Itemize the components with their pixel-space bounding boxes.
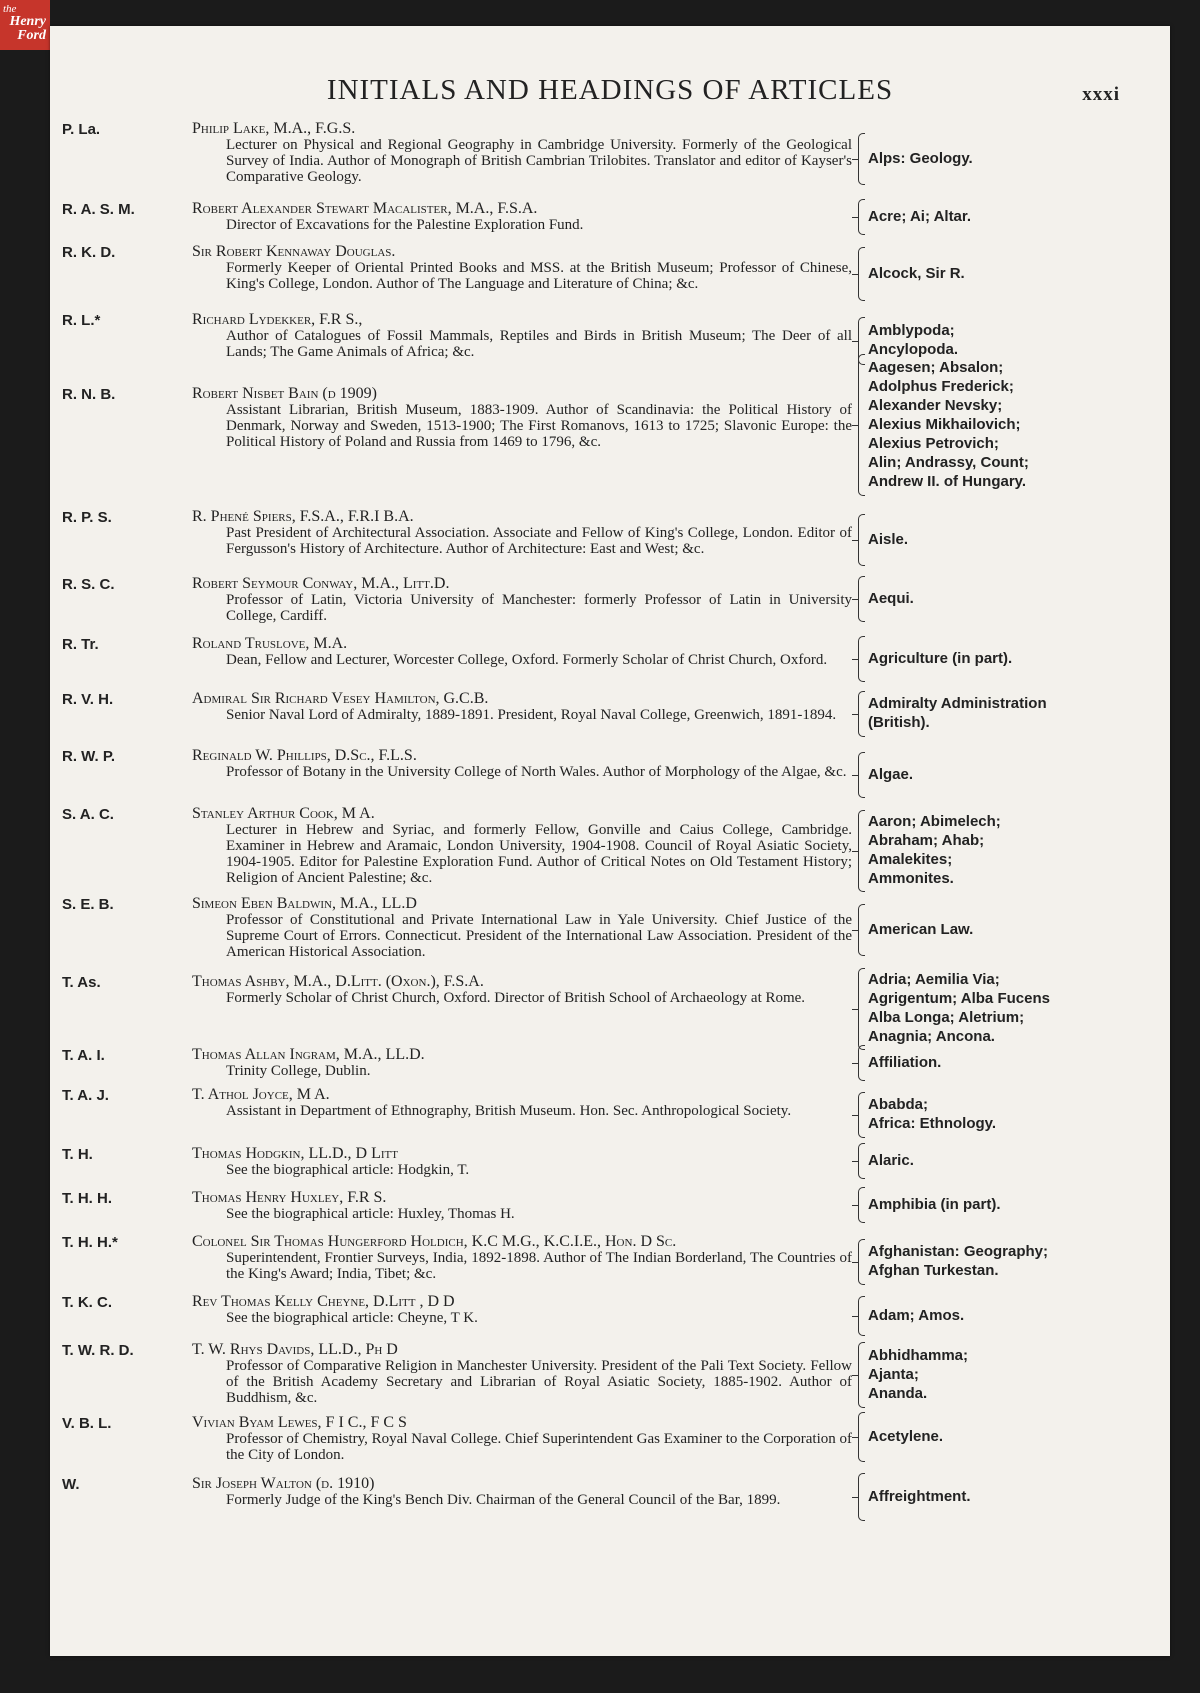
contributor-initials: R. L.* bbox=[62, 312, 101, 329]
contributor-description: Formerly Judge of the King's Bench Div. Chairman of the General Council of the Bar, 1899. bbox=[226, 1492, 781, 1508]
article-headings bbox=[868, 1053, 1168, 1072]
article-heading: Afghan Turkestan. bbox=[868, 1262, 999, 1279]
contributor-info bbox=[192, 806, 852, 886]
contributor-initials: T. As. bbox=[62, 974, 101, 991]
contributor-name: T. W. Rhys Davids, LL.D., Ph D bbox=[192, 1341, 398, 1358]
brace-icon bbox=[858, 354, 865, 496]
contributor-entry bbox=[50, 1476, 1170, 1521]
contributor-name: Vivian Byam Lewes, F I C., F C S bbox=[192, 1414, 407, 1431]
article-heading: Amalekites; bbox=[868, 851, 953, 868]
article-headings bbox=[868, 694, 1168, 732]
contributor-entry bbox=[50, 1234, 1170, 1284]
brace-icon bbox=[858, 1473, 865, 1521]
contributor-description: Formerly Keeper of Oriental Printed Books and MSS. at the British Museum; Professor of Chinese, King's College, London. Author of The Language and Literature of China; &c. bbox=[226, 260, 852, 292]
brace-icon bbox=[858, 904, 865, 956]
brace-icon bbox=[858, 1239, 865, 1285]
article-headings bbox=[868, 207, 1168, 226]
contributor-description: Formerly Scholar of Christ Church, Oxford. Director of British School of Archaeology at Rome. bbox=[226, 990, 806, 1006]
article-heading: Africa: Ethnology. bbox=[868, 1115, 997, 1132]
article-headings bbox=[868, 649, 1168, 668]
contributor-initials: V. B. L. bbox=[62, 1415, 112, 1432]
contributor-info bbox=[192, 1190, 852, 1222]
contributor-initials: R. P. S. bbox=[62, 509, 112, 526]
contributor-initials: T. A. I. bbox=[62, 1047, 105, 1064]
brace-icon bbox=[858, 968, 865, 1050]
contributor-entry bbox=[50, 971, 1170, 1045]
article-heading: Ancylopoda. bbox=[868, 341, 959, 358]
brace-icon bbox=[858, 1143, 865, 1179]
brace-icon bbox=[858, 1412, 865, 1462]
contributor-info bbox=[192, 121, 852, 185]
contributor-initials: R. N. B. bbox=[62, 386, 116, 403]
contributor-name: Thomas Ashby, M.A., D.Litt. (Oxon.), F.S.A. bbox=[192, 973, 484, 990]
contributor-description: See the biographical article: Huxley, Thomas H. bbox=[226, 1206, 515, 1222]
contributor-info bbox=[192, 896, 852, 960]
contributor-entry bbox=[50, 806, 1170, 886]
page-number: xxxi bbox=[1082, 84, 1120, 105]
contributor-description: See the biographical article: Cheyne, T K. bbox=[226, 1310, 478, 1326]
contributor-info bbox=[192, 691, 852, 723]
contributor-initials: R. A. S. M. bbox=[62, 201, 135, 218]
article-heading: Adolphus Frederick; bbox=[868, 377, 1014, 395]
article-headings bbox=[868, 920, 1168, 939]
article-heading: Agriculture (in part). bbox=[868, 649, 1013, 667]
contributor-info bbox=[192, 1342, 852, 1406]
contributor-entry bbox=[50, 1294, 1170, 1324]
contributor-name: Roland Truslove, M.A. bbox=[192, 635, 348, 652]
contributor-name: Sir Robert Kennaway Douglas. bbox=[192, 243, 396, 260]
brace-icon bbox=[858, 691, 865, 737]
brace-icon bbox=[858, 199, 865, 235]
contributor-entry bbox=[50, 691, 1170, 741]
article-heading: Afghanistan: Geography; bbox=[868, 1243, 1049, 1260]
article-heading: Alcock, Sir R. bbox=[868, 264, 965, 282]
contributor-name: Thomas Allan Ingram, M.A., LL.D. bbox=[192, 1046, 425, 1063]
contributor-initials: T. H. bbox=[62, 1146, 93, 1163]
contributor-info bbox=[192, 1294, 852, 1326]
contributor-name: Robert Nisbet Bain (d 1909) bbox=[192, 385, 378, 402]
contributor-name: Sir Joseph Walton (d. 1910) bbox=[192, 1475, 375, 1492]
article-heading: Aisle. bbox=[868, 530, 909, 548]
contributor-initials: S. A. C. bbox=[62, 806, 114, 823]
article-headings bbox=[868, 1195, 1168, 1214]
contributor-name: Robert Alexander Stewart Macalister, M.A., F.S.A. bbox=[192, 200, 538, 217]
contributor-description: Author of Catalogues of Fossil Mammals, Reptiles and Birds in British Museum; The Deer of all Lands; The Game Animals of Africa; &c. bbox=[226, 328, 852, 360]
article-heading: Affiliation. bbox=[868, 1053, 942, 1071]
contributor-info bbox=[192, 1415, 852, 1463]
article-heading: American Law. bbox=[868, 920, 974, 938]
article-heading: Alaric. bbox=[868, 1151, 914, 1169]
article-headings bbox=[868, 1306, 1168, 1325]
contributor-description: Trinity College, Dublin. bbox=[226, 1063, 371, 1079]
contributor-entry bbox=[50, 244, 1170, 299]
article-heading: Alin; Andrassy, Count; bbox=[868, 453, 1029, 471]
contributor-name: Philip Lake, M.A., F.G.S. bbox=[192, 120, 356, 137]
contributor-initials: T. K. C. bbox=[62, 1294, 113, 1311]
article-headings bbox=[868, 1487, 1168, 1506]
article-heading: Affreightment. bbox=[868, 1487, 971, 1505]
article-headings bbox=[868, 264, 1168, 283]
contributor-info bbox=[192, 1087, 852, 1119]
article-headings bbox=[868, 812, 1168, 888]
contributor-description: Professor of Botany in the University College of North Wales. Author of Morphology of the Algae, &c. bbox=[226, 764, 847, 780]
contributor-initials: P. La. bbox=[62, 121, 101, 138]
contributor-info bbox=[192, 636, 852, 668]
article-headings bbox=[868, 1427, 1168, 1446]
contributor-info bbox=[192, 974, 852, 1006]
brace-icon bbox=[858, 1342, 865, 1408]
contributor-name: Colonel Sir Thomas Hungerford Holdich, K.C M.G., K.C.I.E., Hon. D Sc. bbox=[192, 1233, 677, 1250]
henry-ford-logo: the Henry Ford bbox=[0, 0, 50, 50]
contributor-name: Stanley Arthur Cook, M A. bbox=[192, 805, 375, 822]
contributor-name: Richard Lydekker, F.R S., bbox=[192, 311, 363, 328]
article-headings bbox=[868, 1151, 1168, 1170]
contributor-entry bbox=[50, 575, 1170, 624]
article-heading: Acetylene. bbox=[868, 1427, 944, 1445]
contributor-initials: T. H. H.* bbox=[62, 1234, 118, 1251]
article-headings bbox=[868, 321, 1168, 359]
contributor-entry bbox=[50, 1415, 1170, 1463]
contributor-description: Past President of Architectural Association. Associate and Fellow of King's College, London. Editor of Fergusson's History of Architecture. Author of Architecture: East and West; &c. bbox=[226, 525, 852, 557]
contributor-entry bbox=[50, 636, 1170, 681]
contributor-initials: W. bbox=[62, 1476, 80, 1493]
contributor-name: Thomas Henry Huxley, F.R S. bbox=[192, 1189, 387, 1206]
contributor-description: Superintendent, Frontier Surveys, India, 1892-1898. Author of The Indian Borderland, The Countries of the King's Award; India, Tibet; &c. bbox=[226, 1250, 852, 1282]
article-heading: Abhidhamma; bbox=[868, 1346, 969, 1364]
book-page bbox=[50, 26, 1170, 1656]
article-headings bbox=[868, 589, 1168, 608]
article-heading: Aaron; Abimelech; bbox=[868, 813, 1001, 830]
article-heading: Amblypoda; bbox=[868, 322, 955, 339]
contributor-info bbox=[192, 1476, 852, 1508]
article-headings bbox=[868, 530, 1168, 549]
contributor-name: R. Phené Spiers, F.S.A., F.R.I B.A. bbox=[192, 508, 414, 525]
brace-icon bbox=[858, 1045, 865, 1081]
contributor-name: Simeon Eben Baldwin, M.A., LL.D bbox=[192, 895, 417, 912]
brace-icon bbox=[858, 247, 865, 301]
article-heading: Alexius Mikhailovich; bbox=[868, 415, 1021, 433]
contributor-info bbox=[192, 1047, 852, 1079]
contributor-initials: T. A. J. bbox=[62, 1087, 109, 1104]
contributor-entry bbox=[50, 896, 1170, 961]
contributor-info bbox=[192, 509, 852, 557]
brace-icon bbox=[858, 636, 865, 682]
contributor-description: Professor of Latin, Victoria University of Manchester: formerly Professor of Latin in University College, Cardiff. bbox=[226, 592, 852, 624]
article-heading: Algae. bbox=[868, 765, 914, 783]
contributor-description: Professor of Comparative Religion in Manchester University. President of the Pali Text Society. Fellow of the British Academy Secretary and Librarian of Royal Asiatic Society, 1885-1902. Author of Buddhism, &c. bbox=[226, 1358, 852, 1406]
contributor-initials: R. W. P. bbox=[62, 748, 116, 765]
contributor-entry bbox=[50, 120, 1170, 185]
contributor-info bbox=[192, 312, 852, 360]
article-heading: Ababda; bbox=[868, 1096, 928, 1113]
contributor-entry bbox=[50, 201, 1170, 231]
contributor-initials: R. S. C. bbox=[62, 576, 115, 593]
contributor-description: Assistant Librarian, British Museum, 1883-1909. Author of Scandinavia: the Political History of Denmark, Norway and Sweden, 1513-1900; The First Romanovs, 1613 to 1725; Slavonic Europe: the Political History of Poland and Russia from 1469 to 1796, &c. bbox=[226, 402, 852, 450]
brace-icon bbox=[858, 810, 865, 892]
article-heading: (British). bbox=[868, 714, 930, 731]
contributor-name: Thomas Hodgkin, LL.D., D Litt bbox=[192, 1145, 398, 1162]
contributor-info bbox=[192, 1234, 852, 1282]
page-header bbox=[50, 74, 1170, 114]
brace-icon bbox=[858, 1187, 865, 1223]
brace-icon bbox=[858, 1092, 865, 1138]
article-heading: Acre; Ai; Altar. bbox=[868, 207, 972, 225]
contributor-initials: R. Tr. bbox=[62, 636, 99, 653]
article-heading: Aequi. bbox=[868, 589, 914, 607]
article-headings bbox=[868, 1346, 1168, 1403]
article-heading: Anagnia; Ancona. bbox=[868, 1028, 995, 1045]
article-heading: Ammonites. bbox=[868, 870, 954, 887]
contributor-description: Assistant in Department of Ethnography, British Museum. Hon. Sec. Anthropological Society. bbox=[226, 1103, 792, 1119]
article-heading: Ajanta; bbox=[868, 1365, 919, 1383]
article-headings bbox=[868, 970, 1168, 1046]
contributor-initials: R. V. H. bbox=[62, 691, 114, 708]
brace-icon bbox=[858, 514, 865, 566]
article-heading: Adria; Aemilia Via; bbox=[868, 971, 1000, 988]
article-heading: Alps: Geology. bbox=[868, 149, 973, 167]
contributor-info bbox=[192, 748, 852, 780]
brace-icon bbox=[858, 752, 865, 798]
article-headings bbox=[868, 358, 1168, 491]
contributor-initials: T. H. H. bbox=[62, 1190, 113, 1207]
contributor-name: Rev Thomas Kelly Cheyne, D.Litt , D D bbox=[192, 1293, 455, 1310]
brace-icon bbox=[858, 133, 865, 185]
article-headings bbox=[868, 1095, 1168, 1133]
contributor-description: Director of Excavations for the Palestine Exploration Fund. bbox=[226, 217, 584, 233]
article-headings bbox=[868, 765, 1168, 784]
contributor-entry bbox=[50, 1342, 1170, 1407]
contributor-name: T. Athol Joyce, M A. bbox=[192, 1086, 330, 1103]
article-heading: Andrew II. of Hungary. bbox=[868, 472, 1027, 490]
article-heading: Aagesen; Absalon; bbox=[868, 358, 1004, 376]
contributor-entry bbox=[50, 1087, 1170, 1132]
contributor-description: Professor of Constitutional and Private International Law in Yale University. Chief Justice of the Supreme Court of Errors. Connecticut. President of the International Law Association. President of the American Historical Association. bbox=[226, 912, 852, 960]
article-heading: Admiralty Administration bbox=[868, 695, 1047, 712]
brace-icon bbox=[858, 1296, 865, 1336]
contributor-entry bbox=[50, 358, 1170, 496]
article-headings bbox=[868, 1242, 1168, 1280]
article-heading: Abraham; Ahab; bbox=[868, 832, 985, 849]
contributor-initials: R. K. D. bbox=[62, 244, 116, 261]
brace-icon bbox=[858, 576, 865, 622]
article-headings bbox=[868, 149, 1168, 168]
article-heading: Alba Longa; Aletrium; bbox=[868, 1009, 1025, 1026]
contributor-info bbox=[192, 1146, 852, 1178]
contributor-info bbox=[192, 386, 852, 450]
contributor-description: Senior Naval Lord of Admiralty, 1889-1891. President, Royal Naval College, Greenwich, 1891-1894. bbox=[226, 707, 837, 723]
contributor-entry bbox=[50, 1047, 1170, 1079]
contributor-initials: S. E. B. bbox=[62, 896, 114, 913]
contributor-entry bbox=[50, 748, 1170, 798]
contributor-description: Lecturer in Hebrew and Syriac, and formerly Fellow, Gonville and Caius College, Cambridge. Examiner in Hebrew and Aramaic, London University, 1904-1908. Council of Royal Asiatic Society, 1904-1905. Editor for Palestine Exploration Fund. Author of Critical Notes on Old Testament History; Religion of Ancient Palestine; &c. bbox=[226, 822, 852, 886]
contributor-name: Admiral Sir Richard Vesey Hamilton, G.C.B. bbox=[192, 690, 489, 707]
article-heading: Agrigentum; Alba Fucens bbox=[868, 990, 1050, 1007]
contributor-info bbox=[192, 576, 852, 624]
page-title: INITIALS AND HEADINGS OF ARTICLES bbox=[326, 74, 894, 106]
contributor-description: Dean, Fellow and Lecturer, Worcester College, Oxford. Formerly Scholar of Christ Church, Oxford. bbox=[226, 652, 828, 668]
contributor-name: Robert Seymour Conway, M.A., Litt.D. bbox=[192, 575, 450, 592]
contributor-info bbox=[192, 244, 852, 292]
contributor-info bbox=[192, 201, 852, 233]
contributor-entry bbox=[50, 509, 1170, 564]
contributor-description: Lecturer on Physical and Regional Geography in Cambridge University. Formerly of the Geological Survey of India. Author of Monograph of British Cambrian Trilobites. Translator and editor of Kayser's Comparative Geology. bbox=[226, 137, 852, 185]
article-heading: Alexander Nevsky; bbox=[868, 396, 1003, 414]
contributor-entry bbox=[50, 1190, 1170, 1220]
article-heading: Adam; Amos. bbox=[868, 1306, 965, 1324]
contributor-description: Professor of Chemistry, Royal Naval College. Chief Superintendent Gas Examiner to the Corporation of the City of London. bbox=[226, 1431, 852, 1463]
contributor-initials: T. W. R. D. bbox=[62, 1342, 134, 1359]
article-heading: Ananda. bbox=[868, 1384, 928, 1402]
contributor-description: See the biographical article: Hodgkin, T. bbox=[226, 1162, 470, 1178]
contributor-entry bbox=[50, 1146, 1170, 1176]
article-heading: Amphibia (in part). bbox=[868, 1195, 1001, 1213]
contributor-name: Reginald W. Phillips, D.Sc., F.L.S. bbox=[192, 747, 417, 764]
article-heading: Alexius Petrovich; bbox=[868, 434, 999, 452]
